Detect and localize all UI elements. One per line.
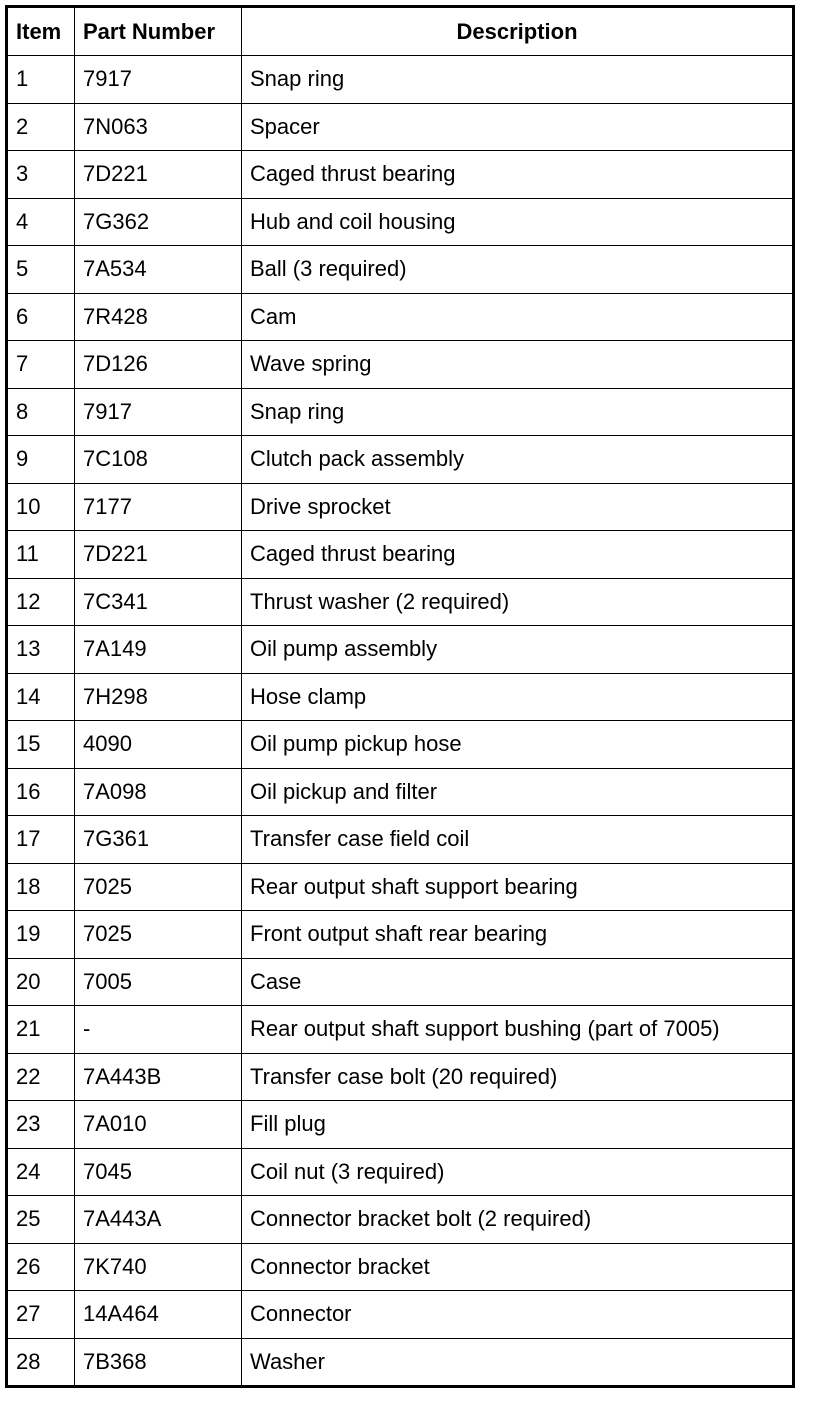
table-row xyxy=(7,958,794,1006)
cell-part-number: 7917 xyxy=(75,388,242,436)
table-row xyxy=(7,626,794,674)
cell-part-number: - xyxy=(75,1006,242,1054)
table-row xyxy=(7,1338,794,1387)
header-item: Item xyxy=(7,7,75,56)
cell-part-number: 7D126 xyxy=(75,341,242,389)
cell-item: 1 xyxy=(7,56,75,104)
cell-description: Snap ring xyxy=(242,56,794,104)
cell-part-number: 7D221 xyxy=(75,151,242,199)
table-row xyxy=(7,388,794,436)
cell-part-number: 7917 xyxy=(75,56,242,104)
cell-description: Coil nut (3 required) xyxy=(242,1148,794,1196)
cell-part-number: 7005 xyxy=(75,958,242,1006)
cell-description: Connector bracket xyxy=(242,1243,794,1291)
cell-description: Wave spring xyxy=(242,341,794,389)
header-description: Description xyxy=(242,7,794,56)
cell-part-number: 7025 xyxy=(75,911,242,959)
cell-part-number: 7A443B xyxy=(75,1053,242,1101)
cell-item: 27 xyxy=(7,1291,75,1339)
cell-part-number: 7G362 xyxy=(75,198,242,246)
cell-description: Snap ring xyxy=(242,388,794,436)
cell-part-number: 7H298 xyxy=(75,673,242,721)
cell-item: 3 xyxy=(7,151,75,199)
cell-description: Ball (3 required) xyxy=(242,246,794,294)
table-row xyxy=(7,483,794,531)
cell-description: Hub and coil housing xyxy=(242,198,794,246)
cell-description: Drive sprocket xyxy=(242,483,794,531)
cell-item: 22 xyxy=(7,1053,75,1101)
table-row xyxy=(7,436,794,484)
cell-item: 10 xyxy=(7,483,75,531)
table-row xyxy=(7,863,794,911)
cell-item: 25 xyxy=(7,1196,75,1244)
cell-item: 21 xyxy=(7,1006,75,1054)
cell-part-number: 7A443A xyxy=(75,1196,242,1244)
cell-item: 6 xyxy=(7,293,75,341)
cell-part-number: 14A464 xyxy=(75,1291,242,1339)
table-row xyxy=(7,246,794,294)
cell-item: 17 xyxy=(7,816,75,864)
cell-description: Oil pickup and filter xyxy=(242,768,794,816)
table-row xyxy=(7,1196,794,1244)
cell-description: Oil pump assembly xyxy=(242,626,794,674)
table-row xyxy=(7,721,794,769)
cell-description: Transfer case field coil xyxy=(242,816,794,864)
cell-description: Fill plug xyxy=(242,1101,794,1149)
table-row xyxy=(7,198,794,246)
table-row xyxy=(7,1148,794,1196)
cell-description: Transfer case bolt (20 required) xyxy=(242,1053,794,1101)
cell-item: 28 xyxy=(7,1338,75,1387)
cell-item: 4 xyxy=(7,198,75,246)
table-row xyxy=(7,1291,794,1339)
cell-item: 13 xyxy=(7,626,75,674)
table-row xyxy=(7,578,794,626)
cell-description: Cam xyxy=(242,293,794,341)
cell-item: 11 xyxy=(7,531,75,579)
table-header xyxy=(7,7,794,56)
header-row xyxy=(7,7,794,56)
cell-part-number: 7D221 xyxy=(75,531,242,579)
cell-description: Connector xyxy=(242,1291,794,1339)
cell-item: 14 xyxy=(7,673,75,721)
cell-description: Front output shaft rear bearing xyxy=(242,911,794,959)
cell-item: 24 xyxy=(7,1148,75,1196)
table-row xyxy=(7,768,794,816)
cell-item: 12 xyxy=(7,578,75,626)
header-part-number: Part Number xyxy=(75,7,242,56)
table-row xyxy=(7,1006,794,1054)
cell-description: Rear output shaft support bearing xyxy=(242,863,794,911)
cell-item: 16 xyxy=(7,768,75,816)
cell-part-number: 7177 xyxy=(75,483,242,531)
parts-table xyxy=(5,5,795,1388)
cell-item: 8 xyxy=(7,388,75,436)
table-body xyxy=(7,56,794,1387)
table-row xyxy=(7,103,794,151)
cell-item: 9 xyxy=(7,436,75,484)
cell-item: 19 xyxy=(7,911,75,959)
table-row xyxy=(7,531,794,579)
cell-item: 2 xyxy=(7,103,75,151)
cell-part-number: 7K740 xyxy=(75,1243,242,1291)
cell-item: 23 xyxy=(7,1101,75,1149)
cell-part-number: 7C341 xyxy=(75,578,242,626)
cell-item: 20 xyxy=(7,958,75,1006)
cell-part-number: 7A534 xyxy=(75,246,242,294)
table-row xyxy=(7,911,794,959)
cell-description: Hose clamp xyxy=(242,673,794,721)
table-row xyxy=(7,293,794,341)
table-row xyxy=(7,56,794,104)
cell-item: 18 xyxy=(7,863,75,911)
table-row xyxy=(7,1101,794,1149)
cell-part-number: 7045 xyxy=(75,1148,242,1196)
cell-part-number: 7A149 xyxy=(75,626,242,674)
cell-description: Washer xyxy=(242,1338,794,1387)
cell-description: Caged thrust bearing xyxy=(242,531,794,579)
cell-description: Rear output shaft support bushing (part of 7005) xyxy=(242,1006,794,1054)
cell-description: Case xyxy=(242,958,794,1006)
cell-item: 15 xyxy=(7,721,75,769)
cell-part-number: 7R428 xyxy=(75,293,242,341)
cell-part-number: 4090 xyxy=(75,721,242,769)
cell-description: Caged thrust bearing xyxy=(242,151,794,199)
cell-description: Connector bracket bolt (2 required) xyxy=(242,1196,794,1244)
cell-part-number: 7025 xyxy=(75,863,242,911)
table-row xyxy=(7,1243,794,1291)
cell-description: Spacer xyxy=(242,103,794,151)
cell-part-number: 7N063 xyxy=(75,103,242,151)
cell-item: 26 xyxy=(7,1243,75,1291)
table-row xyxy=(7,673,794,721)
cell-part-number: 7A098 xyxy=(75,768,242,816)
cell-description: Clutch pack assembly xyxy=(242,436,794,484)
cell-item: 5 xyxy=(7,246,75,294)
table-row xyxy=(7,816,794,864)
table-row xyxy=(7,1053,794,1101)
cell-part-number: 7G361 xyxy=(75,816,242,864)
cell-description: Oil pump pickup hose xyxy=(242,721,794,769)
table-row xyxy=(7,151,794,199)
cell-part-number: 7A010 xyxy=(75,1101,242,1149)
cell-description: Thrust washer (2 required) xyxy=(242,578,794,626)
cell-part-number: 7B368 xyxy=(75,1338,242,1387)
cell-part-number: 7C108 xyxy=(75,436,242,484)
table-row xyxy=(7,341,794,389)
cell-item: 7 xyxy=(7,341,75,389)
